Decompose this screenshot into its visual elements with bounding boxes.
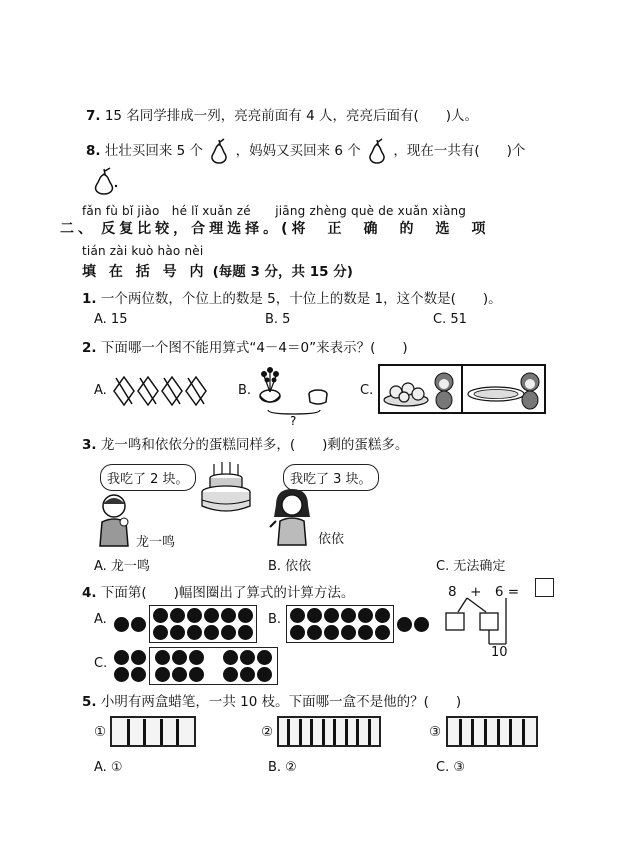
dot	[131, 617, 146, 632]
answer-box	[535, 578, 554, 597]
option-a: A. 龙一鸣	[94, 559, 150, 574]
speech-bubble-yiyi: 我吃了 3 块。	[283, 464, 379, 491]
dots-figure-c	[113, 647, 278, 685]
name-label-longyiming: 龙一鸣	[136, 535, 176, 550]
option-a: A. ①	[94, 760, 123, 775]
ten-label: 10	[491, 645, 508, 660]
section-heading: 反复比较，合理选择。(将 正 确 的 选 项	[101, 221, 490, 237]
box-label-1: ①	[94, 724, 107, 740]
question-text-a: 壮壮买回来 5 个	[104, 143, 203, 159]
choice-question-3	[82, 433, 408, 453]
question-number: 5.	[82, 694, 97, 710]
box-label-3: ③	[429, 724, 442, 740]
name-label-yiyi: 依依	[318, 532, 345, 547]
boy-figure	[94, 492, 138, 550]
option-b: B.	[268, 612, 282, 627]
option-a: A.	[94, 612, 107, 627]
question-number: 1.	[82, 291, 97, 307]
circled-group	[149, 605, 257, 643]
section-2-title	[60, 218, 490, 238]
section-score: (每题 3 分，共 15 分)	[212, 264, 353, 280]
pear-icon	[365, 137, 389, 165]
option-b: B. ②	[268, 760, 297, 775]
flower-pots-figure	[254, 364, 336, 426]
crayon-box-3	[446, 716, 538, 747]
girl-figure	[268, 487, 316, 549]
question-text: 小明有两盒蜡笔，一共 10 枝。下面哪一盒不是他的？( )	[100, 694, 462, 710]
question-text-c: ，现在一共有( )个	[393, 143, 526, 159]
decomposition-diagram	[440, 596, 520, 656]
option-c: C. 无法确定	[436, 559, 506, 574]
pear-icon	[207, 137, 231, 165]
section-2-title-line2	[82, 260, 353, 281]
section-heading-2: 填 在 括 号 内	[82, 264, 208, 280]
speech-bubble-longyiming: 我吃了 2 块。	[100, 464, 196, 491]
circled-group	[149, 647, 278, 685]
option-b: B.	[238, 383, 252, 398]
option-a: A. 15	[94, 312, 128, 327]
dot	[114, 617, 129, 632]
question-mark: ?	[290, 414, 297, 426]
crossed-diamonds-figure	[112, 374, 212, 408]
dots-figure-a	[113, 605, 257, 643]
question-text: 龙一鸣和依依分的蛋糕同样多，( )剩的蛋糕多。	[100, 437, 409, 453]
option-c: C.	[94, 656, 108, 671]
option-c: C.	[360, 383, 374, 398]
equation: 8 + 6 =	[448, 584, 520, 600]
option-b: B. 依依	[268, 559, 312, 574]
question-number: 8.	[86, 143, 101, 159]
question-number: 3.	[82, 437, 97, 453]
question-number: 7.	[86, 108, 101, 124]
crayon-box-1	[110, 716, 196, 747]
choice-question-2	[82, 336, 408, 356]
section-number: 二、	[60, 221, 96, 237]
section-2-pinyin-bottom: tián zài kuò hào nèi	[82, 244, 204, 258]
option-b: B. 5	[265, 312, 291, 327]
crayon-box-2	[277, 716, 381, 747]
question-number: 4.	[82, 585, 97, 601]
choice-question-5	[82, 690, 461, 710]
question-text: 15 名同学排成一列，亮亮前面有 4 人，亮亮后面有( )人。	[104, 108, 479, 124]
birthday-cake-figure	[198, 460, 254, 518]
question-8	[86, 137, 525, 165]
dot	[414, 617, 429, 632]
question-text: 下面哪一个图不能用算式“4－4＝0”来表示？( )	[100, 340, 408, 356]
choice-question-1	[82, 287, 502, 307]
option-c: C. ③	[436, 760, 465, 775]
question-text: 下面第( )幅图圈出了算式的计算方法。	[100, 585, 355, 601]
dot	[397, 617, 412, 632]
section-2-pinyin-top: fǎn fù bǐ jiào hé lǐ xuǎn zé jiāng zhèng què de xuǎn xiàng	[82, 204, 467, 218]
monkey-peaches-figure	[378, 364, 546, 414]
dots-figure-b	[286, 605, 430, 643]
pear-icon	[90, 166, 118, 196]
circled-group	[286, 605, 394, 643]
question-text: 一个两位数，个位上的数是 5，十位上的数是 1，这个数是( )。	[100, 291, 502, 307]
option-a: A.	[94, 383, 107, 398]
choice-question-4	[82, 581, 354, 601]
option-c: C. 51	[433, 312, 467, 327]
box-label-2: ②	[261, 724, 274, 740]
question-7	[86, 104, 478, 124]
pear-icon-row	[90, 166, 118, 200]
question-text-b: ，妈妈又买回来 6 个	[235, 143, 361, 159]
question-number: 2.	[82, 340, 97, 356]
